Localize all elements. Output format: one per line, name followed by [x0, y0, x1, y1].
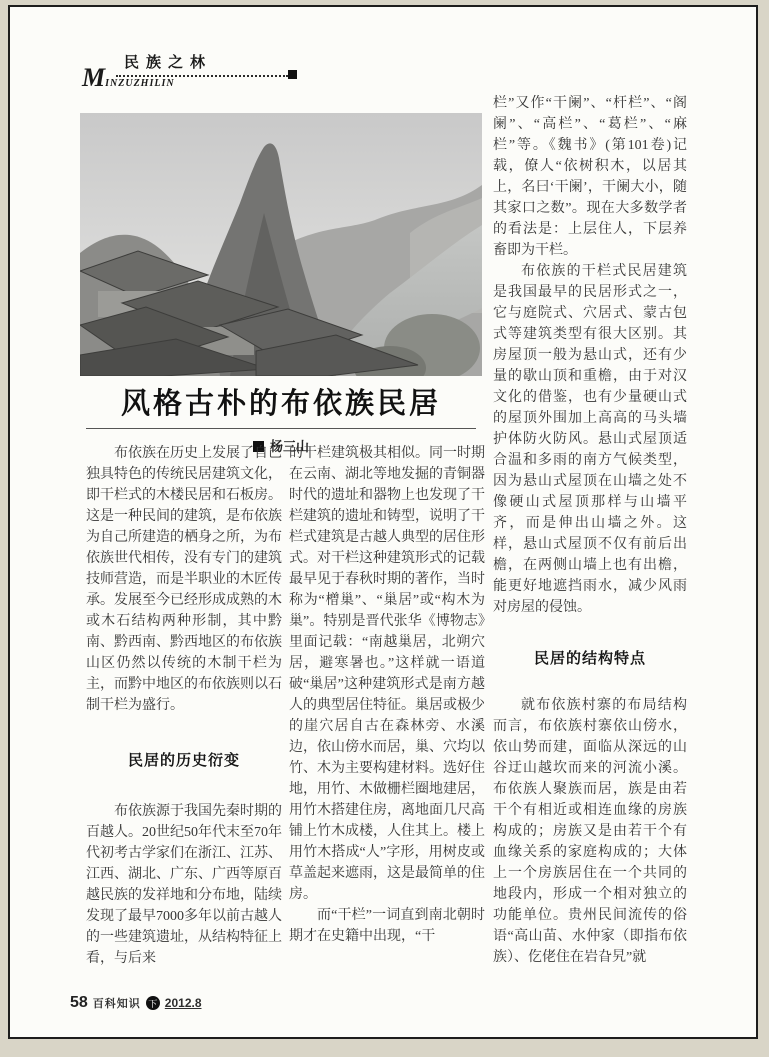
- paragraph: 布依族在历史上发展了自己独具特色的传统民居建筑文化，即干栏式的木楼民居和石板房。这是一种民间的建筑，是布依族为自己所建造的栖身之所，为布依族世代相传，没有专门的建筑技师营造，而是半职业的木匠传承。发展至今已经形成成熟的木或木石结构两种形制，其中黔南、黔西南、黔西地区的布依族山区仍然以传统的木制干栏为主，而黔中地区的布依族则以石制干栏为盛行。: [86, 446, 282, 713]
- magazine-name: 百科知识: [92, 998, 141, 1010]
- subtitle-rest: INZUZHILIN: [105, 78, 175, 89]
- subtitle-initial: M: [82, 63, 106, 92]
- text-column-1: [86, 443, 282, 969]
- column-header: [82, 49, 282, 95]
- page-number: 58: [70, 994, 88, 1011]
- paragraph: 的干栏建筑极其相似。同一时期在云南、湖北等地发掘的青铜器时代的遗址和器物上也发现了干栏建筑的遗址和铸型，说明了干栏式建筑是古越人典型的居住形式。对干栏这种建筑形式的记载最早见于春秋时期的著作，当时称为“橧巢”、“巢居”或“构木为巢”。特别是晋代张华《博物志》里面记载：“南越巢居，北朔穴居，避寒暑也。”这样就一语道破“巢居”这种建筑形式是南方越人的典型居住特征。巢居或极少的崖穴居自古在森林旁、水溪边，依山傍水而居，巢、穴均以竹、木为主要构建材料。选好住地，用竹、木做栅栏圈地建居，用竹木搭建住房，离地面几尺高铺上竹木成楼，人住其上。楼上用竹木搭成“人”字形，用树皮或草盖起来遮雨，这是最简单的住房。: [289, 446, 485, 902]
- paragraph: 布依族的干栏式民居建筑是我国最早的民居形式之一，它与庭院式、穴居式、蒙古包式等建筑类型有很大区别。其房屋顶一般为悬山式，还有少量的歇山顶和重檐，由于对汉文化的借鉴，也有少量硬山式的屋顶外围加上高高的马头墙护体防火防风。悬山式屋顶适合温和多雨的南方气候类型，因为悬山式屋顶在山墙之处不像硬山式屋顶那样与山墙平齐，而是伸出山墙之外。这样，悬山式屋顶不仅有前后出檐，在两侧山墙上也有出檐，能更好地遮挡雨水，减少风雨对房屋的侵蚀。: [493, 264, 687, 615]
- issue-date: 2012.8: [164, 996, 202, 1010]
- page-frame: [8, 5, 758, 1039]
- paragraph: 栏”又作“干阑”、“杆栏”、“阁阑”、“高栏”、“葛栏”、“麻栏”等。《魏书》(第101卷)记载，僚人“依树积木，以居其上，名曰‘干阑’，干阑大小，随其家口之数”。现在大多数学者的看法是：上层住人，下层养畜即为干栏。: [493, 96, 687, 258]
- page-footer: [70, 993, 202, 1013]
- paragraph: 布依族源于我国先秦时期的百越人。20世纪50年代末至70年代初考古学家们在浙江、江苏、江西、湖北、广东、广西等原百越民族的发祥地和分布地，陆续发现了最早7000多年以前古越人的一些建筑遗址，从结构特征上看，与后来: [86, 804, 282, 966]
- square-bullet-icon: [288, 70, 297, 79]
- section-heading-structure: 民居的结构特点: [533, 650, 646, 667]
- landscape-photo: [80, 113, 482, 376]
- text-column-2: [289, 443, 485, 947]
- section-subtitle: [82, 63, 175, 93]
- paragraph: 就布依族村寨的布局结构而言，布依族村寨依山傍水，依山势而建，面临从深远的山谷迂山越坎而来的河流小溪。布依族人聚族而居，族是由若干个有相近或相连血缘的房族构成的；房族又是由若干个有血缘关系的家庭构成的；大体上一个房族居住在一个共同的地段内，形成一个相对独立的功能单位。贵州民间流传的俗语“高山苗、水仲家（即指布依族）、仡佬住在岩旮旯”就: [493, 698, 687, 965]
- edition-badge: 下: [146, 996, 160, 1010]
- article-title: 风格古朴的布依族民居: [86, 381, 476, 429]
- section-title: 民族之林: [124, 54, 213, 71]
- author-name: 杨三山: [269, 439, 309, 454]
- text-column-3: [493, 93, 687, 968]
- paragraph: 而“干栏”一词直到南北朝时期才在史籍中出现，“干: [289, 908, 485, 944]
- section-heading-history: 民居的历史衍变: [127, 752, 240, 769]
